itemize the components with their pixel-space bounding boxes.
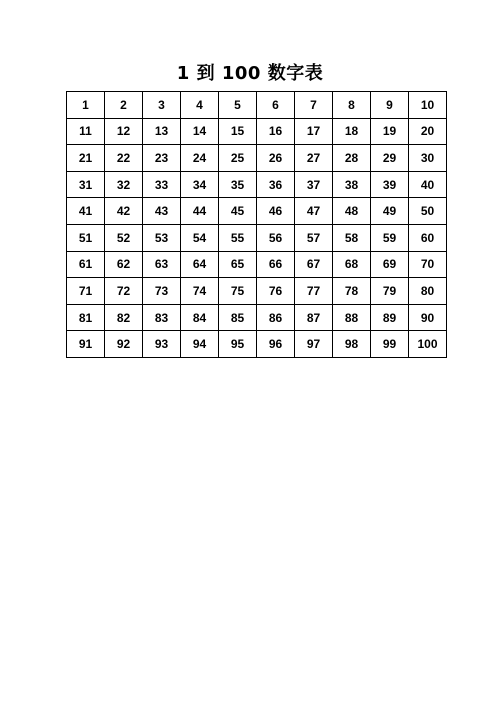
- table-cell: 92: [105, 331, 143, 358]
- table-row: [67, 92, 447, 119]
- table-cell: 55: [219, 224, 257, 251]
- table-cell: 31: [67, 171, 105, 198]
- table-cell: 15: [219, 118, 257, 145]
- table-cell: 47: [295, 198, 333, 225]
- table-cell: 3: [143, 92, 181, 119]
- table-cell: 33: [143, 171, 181, 198]
- table-cell: 78: [333, 278, 371, 305]
- table-cell: 25: [219, 145, 257, 172]
- table-cell: 51: [67, 224, 105, 251]
- table-cell: 100: [409, 331, 447, 358]
- table-cell: 30: [409, 145, 447, 172]
- table-cell: 42: [105, 198, 143, 225]
- table-cell: 80: [409, 278, 447, 305]
- table-cell: 10: [409, 92, 447, 119]
- table-cell: 9: [371, 92, 409, 119]
- table-cell: 63: [143, 251, 181, 278]
- table-cell: 43: [143, 198, 181, 225]
- table-cell: 85: [219, 304, 257, 331]
- table-cell: 58: [333, 224, 371, 251]
- table-row: [67, 171, 447, 198]
- page-title: 1 到 100 数字表: [176, 63, 324, 84]
- table-cell: 24: [181, 145, 219, 172]
- table-cell: 88: [333, 304, 371, 331]
- table-row: [67, 118, 447, 145]
- table-cell: 32: [105, 171, 143, 198]
- table-row: [67, 198, 447, 225]
- table-cell: 37: [295, 171, 333, 198]
- table-cell: 36: [257, 171, 295, 198]
- table-cell: 11: [67, 118, 105, 145]
- table-cell: 26: [257, 145, 295, 172]
- table-cell: 28: [333, 145, 371, 172]
- table-cell: 87: [295, 304, 333, 331]
- table-cell: 7: [295, 92, 333, 119]
- table-row: [67, 224, 447, 251]
- table-cell: 40: [409, 171, 447, 198]
- table-cell: 64: [181, 251, 219, 278]
- table-cell: 50: [409, 198, 447, 225]
- table-cell: 89: [371, 304, 409, 331]
- table-cell: 73: [143, 278, 181, 305]
- table-cell: 20: [409, 118, 447, 145]
- number-table-body: [67, 92, 447, 358]
- table-cell: 39: [371, 171, 409, 198]
- table-cell: 5: [219, 92, 257, 119]
- table-cell: 45: [219, 198, 257, 225]
- table-cell: 81: [67, 304, 105, 331]
- table-row: [67, 251, 447, 278]
- table-cell: 74: [181, 278, 219, 305]
- table-cell: 67: [295, 251, 333, 278]
- table-cell: 49: [371, 198, 409, 225]
- table-cell: 21: [67, 145, 105, 172]
- table-cell: 84: [181, 304, 219, 331]
- table-cell: 16: [257, 118, 295, 145]
- table-cell: 94: [181, 331, 219, 358]
- table-cell: 54: [181, 224, 219, 251]
- table-cell: 95: [219, 331, 257, 358]
- table-cell: 71: [67, 278, 105, 305]
- table-cell: 29: [371, 145, 409, 172]
- table-cell: 22: [105, 145, 143, 172]
- table-cell: 62: [105, 251, 143, 278]
- table-cell: 93: [143, 331, 181, 358]
- table-cell: 65: [219, 251, 257, 278]
- table-cell: 91: [67, 331, 105, 358]
- table-cell: 52: [105, 224, 143, 251]
- table-cell: 79: [371, 278, 409, 305]
- table-cell: 38: [333, 171, 371, 198]
- table-cell: 69: [371, 251, 409, 278]
- table-cell: 96: [257, 331, 295, 358]
- table-cell: 56: [257, 224, 295, 251]
- table-cell: 1: [67, 92, 105, 119]
- table-cell: 8: [333, 92, 371, 119]
- table-cell: 75: [219, 278, 257, 305]
- table-cell: 70: [409, 251, 447, 278]
- table-cell: 12: [105, 118, 143, 145]
- table-cell: 17: [295, 118, 333, 145]
- table-cell: 4: [181, 92, 219, 119]
- table-cell: 98: [333, 331, 371, 358]
- table-cell: 48: [333, 198, 371, 225]
- table-cell: 59: [371, 224, 409, 251]
- table-cell: 76: [257, 278, 295, 305]
- table-row: [67, 331, 447, 358]
- table-cell: 77: [295, 278, 333, 305]
- table-cell: 35: [219, 171, 257, 198]
- table-cell: 13: [143, 118, 181, 145]
- table-cell: 23: [143, 145, 181, 172]
- table-cell: 60: [409, 224, 447, 251]
- table-cell: 53: [143, 224, 181, 251]
- table-cell: 14: [181, 118, 219, 145]
- table-cell: 46: [257, 198, 295, 225]
- table-cell: 68: [333, 251, 371, 278]
- table-cell: 27: [295, 145, 333, 172]
- table-cell: 72: [105, 278, 143, 305]
- table-cell: 86: [257, 304, 295, 331]
- table-cell: 41: [67, 198, 105, 225]
- table-row: [67, 145, 447, 172]
- table-cell: 66: [257, 251, 295, 278]
- table-cell: 44: [181, 198, 219, 225]
- table-cell: 97: [295, 331, 333, 358]
- table-cell: 99: [371, 331, 409, 358]
- table-cell: 90: [409, 304, 447, 331]
- table-row: [67, 304, 447, 331]
- number-table: [66, 91, 447, 358]
- table-cell: 83: [143, 304, 181, 331]
- table-cell: 61: [67, 251, 105, 278]
- table-cell: 2: [105, 92, 143, 119]
- table-cell: 6: [257, 92, 295, 119]
- table-cell: 18: [333, 118, 371, 145]
- table-cell: 34: [181, 171, 219, 198]
- table-cell: 57: [295, 224, 333, 251]
- table-cell: 19: [371, 118, 409, 145]
- table-cell: 82: [105, 304, 143, 331]
- table-row: [67, 278, 447, 305]
